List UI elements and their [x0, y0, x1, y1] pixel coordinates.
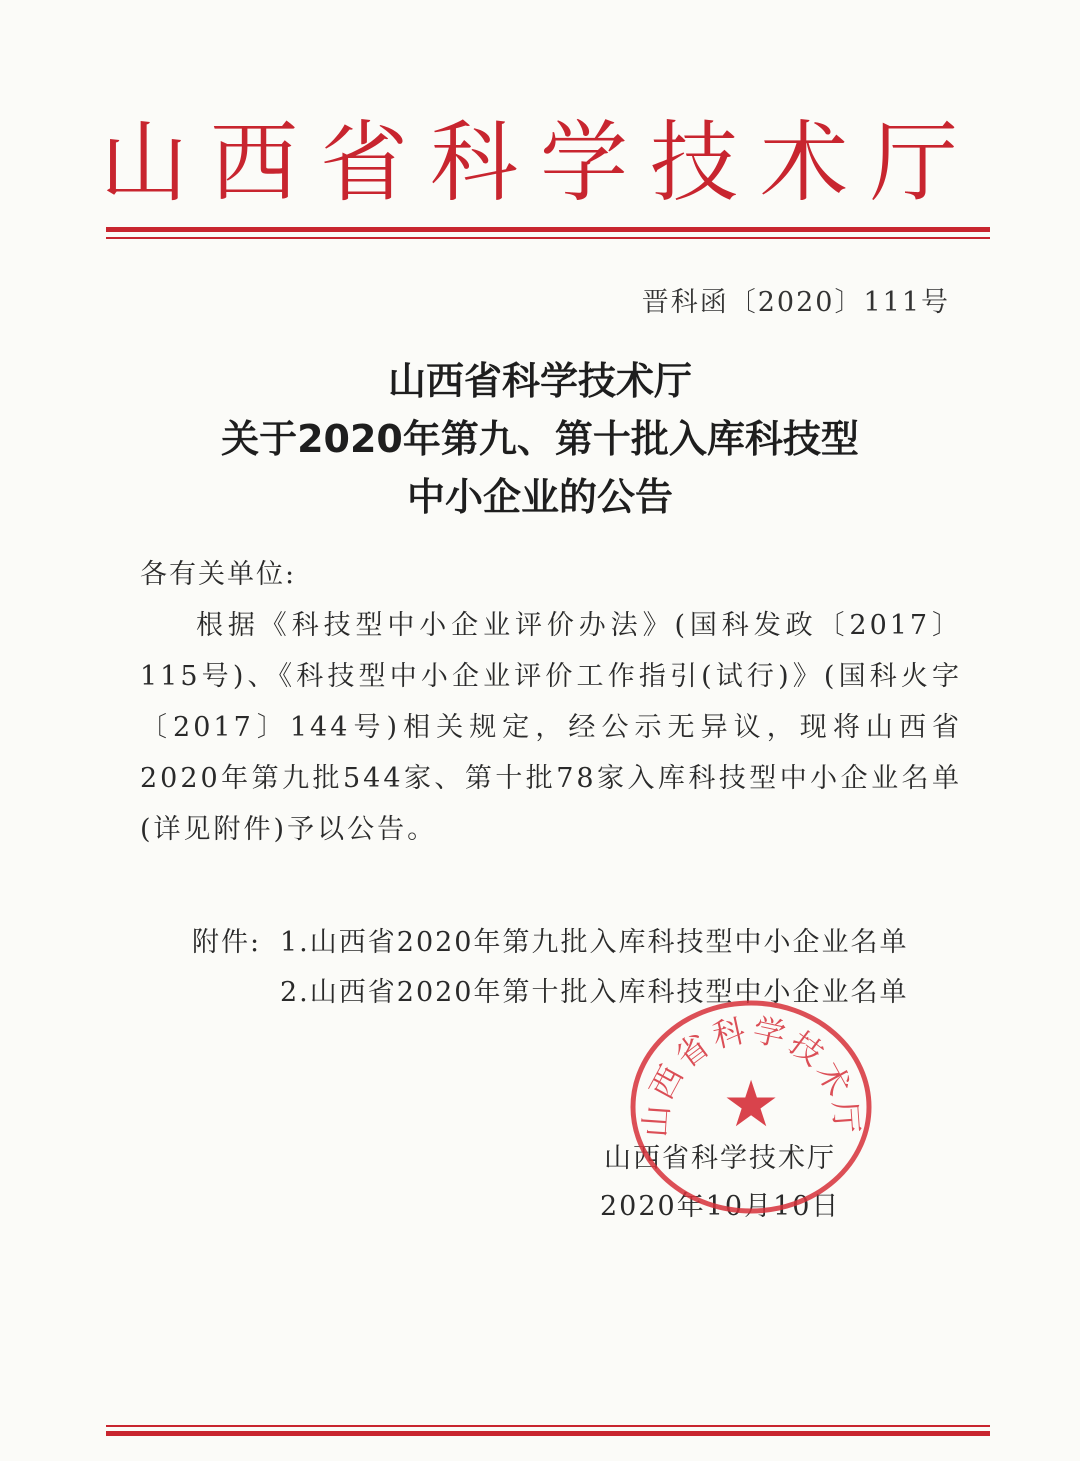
signature-date: 2020年10月10日 [600, 1191, 841, 1222]
attachments-label: 附件: [192, 927, 262, 958]
title-line-1: 山西省科学技术厅 [387, 359, 692, 403]
seal-text: 山西省科学技术厅 [636, 1010, 866, 1139]
signature-organization: 山西省科学技术厅 [604, 1143, 836, 1174]
document-number: 晋科函〔2020〕111号 [641, 287, 950, 318]
title-line-3: 中小企业的公告 [406, 475, 673, 519]
header-rule-thick [106, 227, 990, 232]
title-line-2: 关于2020年第九、第十批入库科技型 [221, 417, 859, 461]
seal-star: ★ [722, 1068, 780, 1142]
footer-rule-thick [106, 1431, 990, 1436]
attachment-item-1: 1.山西省2020年第九批入库科技型中小企业名单 [280, 927, 909, 958]
attachment-item-2: 2.山西省2020年第十批入库科技型中小企业名单 [280, 977, 909, 1008]
header-rule-thin [106, 237, 990, 239]
document-title [0, 352, 1080, 526]
body-paragraph: 根据《科技型中小企业评价办法》(国科发政〔2017〕115号)、《科技型中小企业评价工作指引(试行)》(国科火字〔2017〕144号)相关规定，经公示无异议，现将山西省2020年第九批544家、第十批78家入库科技型中小企业名单(详见附件)予以公告。 [140, 610, 962, 845]
footer-rule-thin [106, 1425, 990, 1427]
salutation: 各有关单位: [140, 559, 297, 590]
official-seal-icon [628, 998, 874, 1216]
organization-header: 山西省科学技术厅 [99, 111, 980, 214]
